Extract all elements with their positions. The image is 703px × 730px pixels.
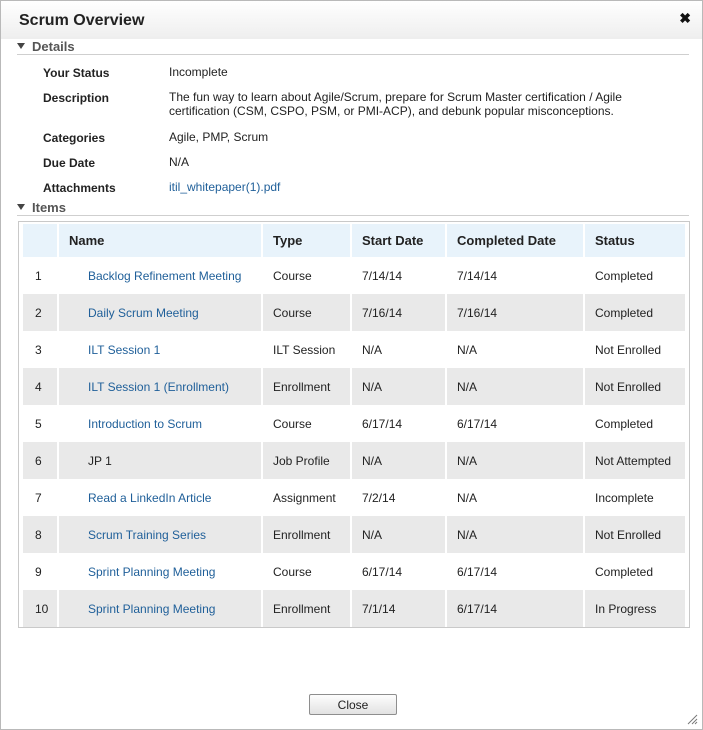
row-type-cell: Enrollment	[263, 368, 350, 405]
items-heading: Items	[32, 200, 66, 215]
table-row	[23, 590, 685, 627]
row-name-cell	[59, 553, 261, 590]
row-start-date-cell: 6/17/14	[362, 564, 403, 579]
row-type-cell: Course	[273, 416, 312, 431]
row-start-date-cell: 7/16/14	[352, 294, 445, 331]
item-name-link[interactable]: Sprint Planning Meeting	[88, 564, 216, 579]
attachment-link[interactable]: itil_whitepaper(1).pdf	[169, 180, 281, 194]
column-header-type[interactable]: Type	[263, 224, 350, 257]
row-status-cell: Not Enrolled	[595, 342, 662, 357]
table-row	[23, 257, 685, 294]
row-number-cell: 9	[35, 564, 42, 579]
row-type-cell: Enrollment	[263, 516, 350, 553]
details-section-toggle[interactable]	[17, 39, 689, 55]
column-header-completed-date[interactable]: Completed Date	[447, 224, 583, 257]
row-name-cell: JP 1	[59, 442, 261, 479]
item-name-link[interactable]: Scrum Training Series	[88, 527, 207, 542]
table-row	[23, 516, 685, 553]
item-name-link[interactable]: Backlog Refinement Meeting	[88, 268, 242, 283]
column-header-start-date[interactable]: Start Date	[352, 224, 445, 257]
table-row	[23, 405, 685, 442]
row-number-cell: 8	[23, 516, 57, 553]
row-number-cell: 4	[23, 368, 57, 405]
table-row	[23, 368, 685, 405]
item-name-link[interactable]: ILT Session 1	[88, 342, 161, 357]
row-completed-date-cell: 6/17/14	[457, 416, 498, 431]
table-row	[23, 479, 685, 516]
row-start-date-cell: N/A	[362, 342, 383, 357]
due-date-value: N/A	[169, 155, 190, 169]
row-number-cell: 6	[23, 442, 57, 479]
row-number-cell: 7	[35, 490, 42, 505]
row-number-cell: 2	[23, 294, 57, 331]
row-start-date-cell: N/A	[352, 442, 445, 479]
table-header-row	[23, 224, 685, 257]
row-name-cell	[59, 368, 261, 405]
item-name-link[interactable]: Sprint Planning Meeting	[88, 601, 216, 616]
items-table	[21, 224, 687, 627]
status-value: Incomplete	[169, 65, 228, 79]
column-header-status[interactable]: Status	[585, 224, 685, 257]
row-completed-date-cell: N/A	[447, 516, 583, 553]
row-number-cell: 10	[23, 590, 57, 627]
table-row	[23, 331, 685, 368]
dialog-title: Scrum Overview	[19, 12, 145, 29]
resize-grip-icon[interactable]	[687, 714, 698, 725]
row-type-cell: Assignment	[273, 490, 336, 505]
row-name-cell	[59, 294, 261, 331]
items-table-container	[18, 221, 690, 628]
row-completed-date-cell: 6/17/14	[457, 564, 498, 579]
row-start-date-cell: N/A	[352, 516, 445, 553]
row-number-cell: 1	[35, 268, 42, 283]
row-status-cell: Completed	[585, 294, 685, 331]
row-type-cell: ILT Session	[273, 342, 336, 357]
row-completed-date-cell: N/A	[457, 490, 478, 505]
row-completed-date-cell: N/A	[447, 442, 583, 479]
row-name-cell	[59, 590, 261, 627]
row-status-cell: In Progress	[585, 590, 685, 627]
row-start-date-cell: 7/14/14	[362, 268, 403, 283]
dialog-titlebar	[1, 1, 702, 39]
row-status-cell: Not Enrolled	[585, 516, 685, 553]
row-status-cell: Not Attempted	[585, 442, 685, 479]
row-start-date-cell: 7/1/14	[352, 590, 445, 627]
status-label: Your Status	[43, 66, 110, 80]
row-completed-date-cell: N/A	[457, 342, 478, 357]
table-row	[23, 442, 685, 479]
description-value: The fun way to learn about Agile/Scrum, prepare for Scrum Master certification / Agile certification (CSM, CSPO, PSM, or PMI-ACP), and debunk popular misconceptions.	[169, 90, 622, 118]
row-completed-date-cell: 7/16/14	[447, 294, 583, 331]
table-row	[23, 553, 685, 590]
row-status-cell: Not Enrolled	[585, 368, 685, 405]
table-row	[23, 294, 685, 331]
row-type-cell: Enrollment	[263, 590, 350, 627]
row-name-cell	[59, 405, 261, 442]
column-header-name[interactable]: Name	[59, 224, 261, 257]
row-name-cell	[59, 257, 261, 294]
row-start-date-cell: 7/2/14	[362, 490, 396, 505]
collapse-triangle-icon	[17, 204, 25, 210]
row-type-cell: Job Profile	[263, 442, 350, 479]
items-section-toggle[interactable]	[17, 200, 689, 216]
row-name-cell	[59, 516, 261, 553]
item-name-link[interactable]: Read a LinkedIn Article	[88, 490, 212, 505]
row-status-cell: Completed	[595, 416, 654, 431]
row-completed-date-cell: 7/14/14	[457, 268, 498, 283]
row-name-cell	[59, 479, 261, 516]
row-number-cell: 3	[35, 342, 42, 357]
row-completed-date-cell: 6/17/14	[447, 590, 583, 627]
row-start-date-cell: N/A	[352, 368, 445, 405]
row-completed-date-cell: N/A	[447, 368, 583, 405]
item-name-link[interactable]: Daily Scrum Meeting	[88, 305, 199, 320]
row-number-cell: 5	[35, 416, 42, 431]
row-status-cell: Completed	[595, 564, 654, 579]
attachments-value-wrap	[169, 180, 669, 194]
column-header-number	[23, 224, 57, 257]
details-heading: Details	[32, 39, 75, 54]
row-type-cell: Course	[273, 564, 312, 579]
item-name-link[interactable]: Introduction to Scrum	[88, 416, 203, 431]
row-type-cell: Course	[273, 268, 312, 283]
categories-value: Agile, PMP, Scrum	[169, 130, 269, 144]
description-label: Description	[43, 91, 110, 105]
row-status-cell: Completed	[595, 268, 654, 283]
item-name-link[interactable]: ILT Session 1 (Enrollment)	[88, 379, 229, 394]
due-date-label: Due Date	[43, 156, 96, 170]
row-status-cell: Incomplete	[595, 490, 654, 505]
collapse-triangle-icon	[17, 43, 25, 49]
items-table-body	[23, 257, 685, 627]
attachments-label: Attachments	[43, 181, 116, 195]
row-name-cell	[59, 331, 261, 368]
row-type-cell: Course	[263, 294, 350, 331]
close-button[interactable]: Close	[309, 694, 397, 715]
close-icon[interactable]: ✖	[679, 10, 691, 26]
categories-label: Categories	[43, 131, 106, 145]
row-start-date-cell: 6/17/14	[362, 416, 403, 431]
